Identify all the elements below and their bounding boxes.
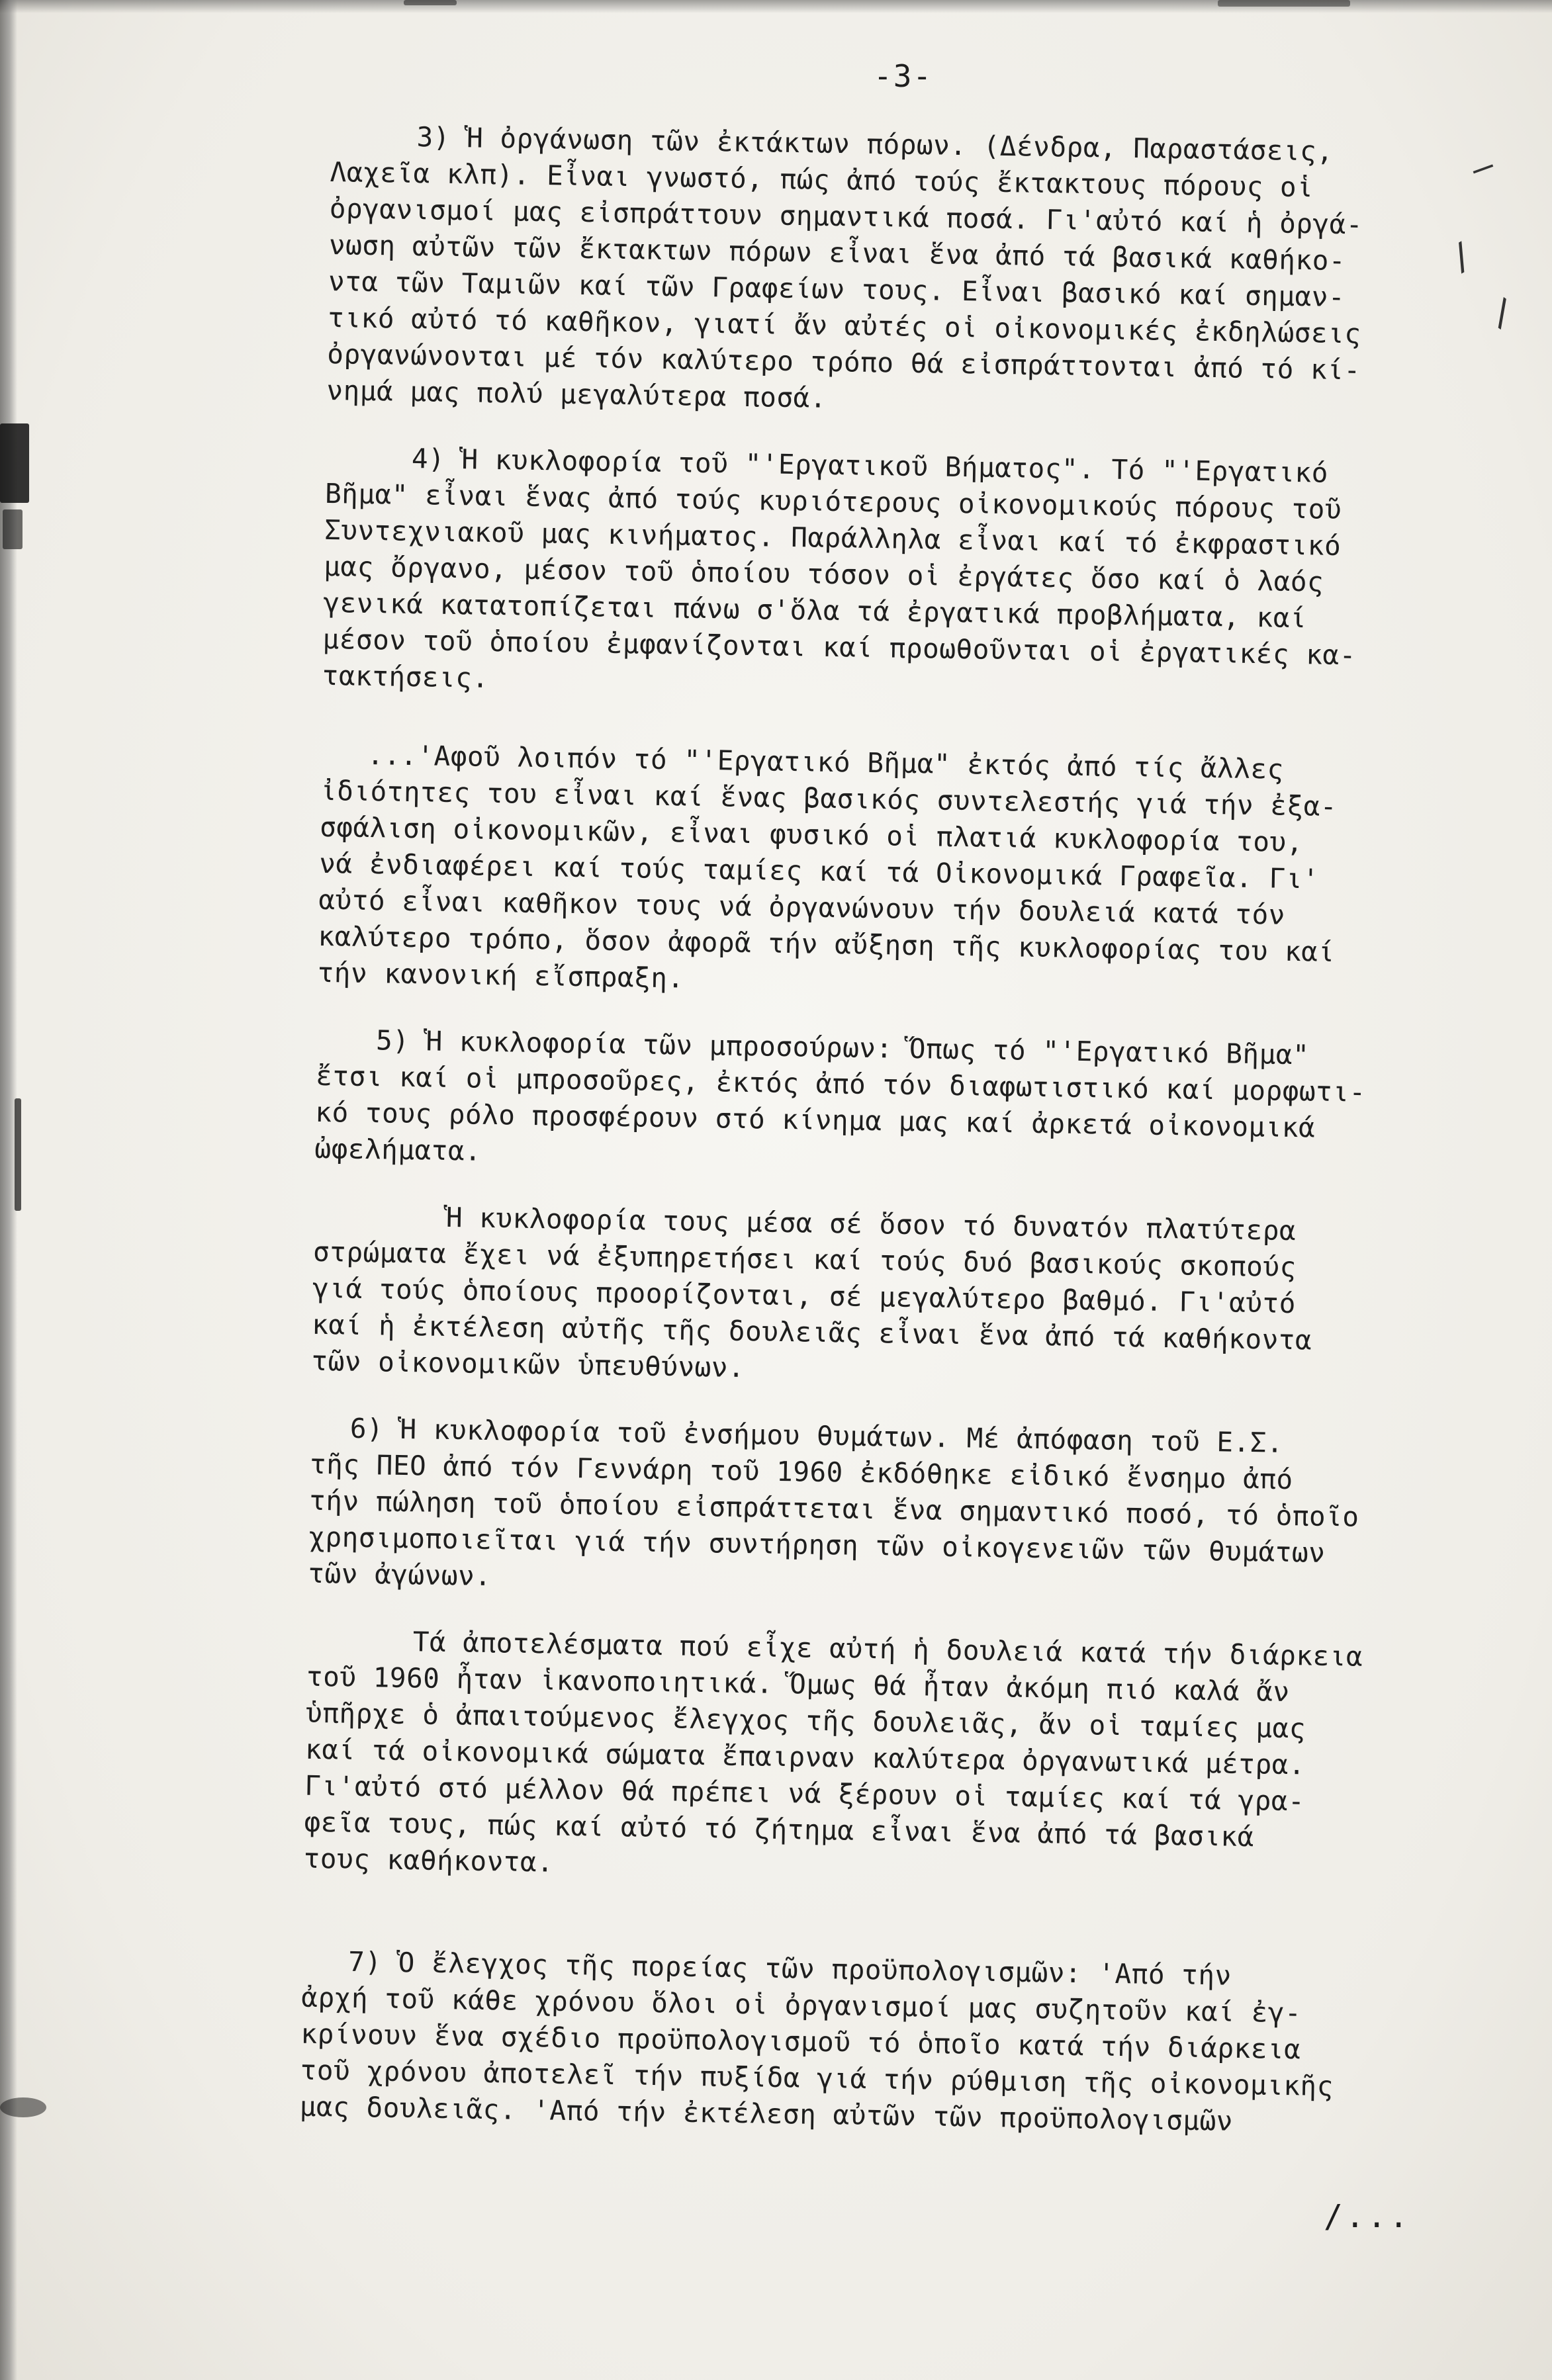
- document-body: [299, 118, 1469, 2174]
- ink-blot: [1218, 0, 1350, 7]
- continuation-mark: /...: [1324, 2198, 1411, 2235]
- margin-mark: –: [1466, 145, 1499, 190]
- ink-blot: [404, 0, 457, 5]
- paragraph-3-extraordinary-resources: 3) Ἡ ὀργάνωση τῶν ἐκτάκτων πόρων. (Δένδρα, Παραστάσεις, Λαχεῖα κλπ). Εἶναι γνωστό, πώς ἀπό τούς ἔκτακτους πόρους οἱ ὀργανισμοί μας εἰσπράττουν σημαντικά ποσά. Γι'αὐτό καί ἡ ὀργά- νωση αὐτῶν τῶν ἔκτακτων πόρων εἶναι ἕνα ἀπό τά βασικά καθήκο- ντα τῶν Ταμιῶν καί τῶν Γραφείων τους. Εἶναι βασικό καί σημαν- τικό αὐτό τό καθῆκον, γιατί ἄν αὐτές οἱ οἰκονομικές ἐκδηλώσεις ὀργανώνονται μέ τόν καλύτερο τρόπο θά εἰσπράττονται ἀπό τό κί- νημά μας πολύ μεγαλύτερα ποσά.: [326, 121, 1363, 414]
- page-number: -3-: [874, 58, 933, 94]
- paragraph-5-brochures: 5) Ἡ κυκλοφορία τῶν μπροσούρων: Ὅπως τό "'Εργατικό Βῆμα" ἔτσι καί οἱ μπροσοῦρες, ἐκτός ἀπό τόν διαφωτιστικό καί μορφωτι- κό τους ρόλο προσφέρουν στό κίνημα μας καί ἀρκετά οἰκονομικά ὠφελήματα.: [314, 1024, 1367, 1167]
- paragraph-6-victims-stamp: 6) Ἡ κυκλοφορία τοῦ ἐνσήμου θυμάτων. Μέ ἀπόφαση τοῦ Ε.Σ. τῆς ΠΕΟ ἀπό τόν Γεννάρη τοῦ 1960 ἐκδόθηκε εἰδικό ἔνσημο ἀπό τήν πώληση τοῦ ὁποίου εἰσπράττεται ἕνα σημαντικό ποσό, τό ὁποῖο χρησιμοποιεῖται γιά τήν συντήρηση τῶν οἰκογενειῶν τῶν θυμάτων τῶν ἀγώνων.: [308, 1412, 1359, 1593]
- paragraph-brochure-circulation: Ἡ κυκλοφορία τους μέσα σέ ὅσον τό δυνατόν πλατύτερα στρώματα ἔχει νά ἐξυπηρετήσει καί τούς δυό βασικούς σκοπούς γιά τούς ὁποίους προορίζονται, σέ μεγαλύτερο βαθμό. Γι'αὐτό καί ἡ ἐκτέλεση αὐτῆς τῆς δουλειᾶς εἶναι ἕνα ἀπό τά καθήκοντα τῶν οἰκονομικῶν ὑπευθύνων.: [311, 1201, 1312, 1384]
- paragraph-7-budget-control: 7) Ὁ ἔλεγχος τῆς πορείας τῶν προϋπολογισμῶν: 'Από τήν ἀρχή τοῦ κάθε χρόνου ὅλοι οἱ ὀργανισμοί μας συζητοῦν καί ἐγ- κρίνουν ἕνα σχέδιο προϋπολογισμοῦ τό ὁποῖο κατά τήν διάρκεια τοῦ χρόνου ἀποτελεῖ τήν πυξίδα γιά τήν ρύθμιση τῆς οἰκονομικῆς μας δουλειᾶς. 'Από τήν ἐκτέλεση αὐτῶν τῶν προϋπολογισμῶν: [299, 1945, 1334, 2137]
- paragraph-stamp-results: Τά ἀποτελέσματα πού εἶχε αὐτή ἡ δουλειά κατά τήν διάρκεια τοῦ 1960 ἦταν ἱκανοποιητικά. Ὅμως θά ἦταν ἀκόμη πιό καλά ἄν ὑπῆρχε ὁ ἀπαιτούμενος ἔλεγχος τῆς δουλειᾶς, ἄν οἱ ταμίες μας καί τά οἰκονομικά σώματα ἔπαιρναν καλύτερα ὀργανωτικά μέτρα. Γι'αὐτό στό μέλλον θά πρέπει νά ξέρουν οἱ ταμίες καί τά γρα- φεῖα τους, πώς καί αὐτό τό ζήτημα εἶναι ἕνα ἀπό τά βασικά τους καθήκοντα.: [303, 1626, 1363, 1878]
- paragraph-4-ergatiko-vima: 4) Ἡ κυκλοφορία τοῦ "'Εργατικοῦ Βήματος". Τό "'Εργατικό Βῆμα" εἶναι ἕνας ἀπό τούς κυριότερους οἰκονομικούς πόρους τοῦ Συντεχνιακοῦ μας κινήματος. Παράλληλα εἶναι καί τό ἐκφραστικό μας ὄργανο, μέσον τοῦ ὁποίου τόσον οἱ ἐργάτες ὅσο καί ὁ λαός γενικά κατατοπίζεται πάνω σ'ὅλα τά ἐργατικά προβλήματα, καί μέσον τοῦ ὁποίου ἐμφανίζονται καί προωθοῦνται οἱ ἐργατικές κα- τακτήσεις.: [322, 442, 1357, 694]
- ink-blot: [0, 423, 29, 503]
- ink-blot: [3, 509, 23, 549]
- paragraph-circulation-duty: ...'Αφοῦ λοιπόν τό "'Εργατικό Βῆμα" ἐκτός ἀπό τίς ἄλλες ἰδιότητες του εἶναι καί ἕνας βασικός συντελεστής γιά τήν ἐξα- σφάλιση οἰκονομικῶν, εἶναι φυσικό οἱ πλατιά κυκλοφορία του, νά ἐνδιαφέρει καί τούς ταμίες καί τά Οἰκονομικά Γραφεῖα. Γι' αὐτό εἶναι καθῆκον τους νά ὀργανώνουν τήν δουλειά κατά τόν καλύτερο τρόπο, ὅσον ἀφορᾶ τήν αὔξηση τῆς κυκλοφορίας του καί τήν κανονική εἴσπραξη.: [317, 738, 1338, 994]
- margin-mark: /: [1443, 234, 1481, 279]
- ink-blot: [15, 1098, 21, 1211]
- ink-blot: [0, 2097, 46, 2117]
- margin-mark: \: [1483, 291, 1523, 336]
